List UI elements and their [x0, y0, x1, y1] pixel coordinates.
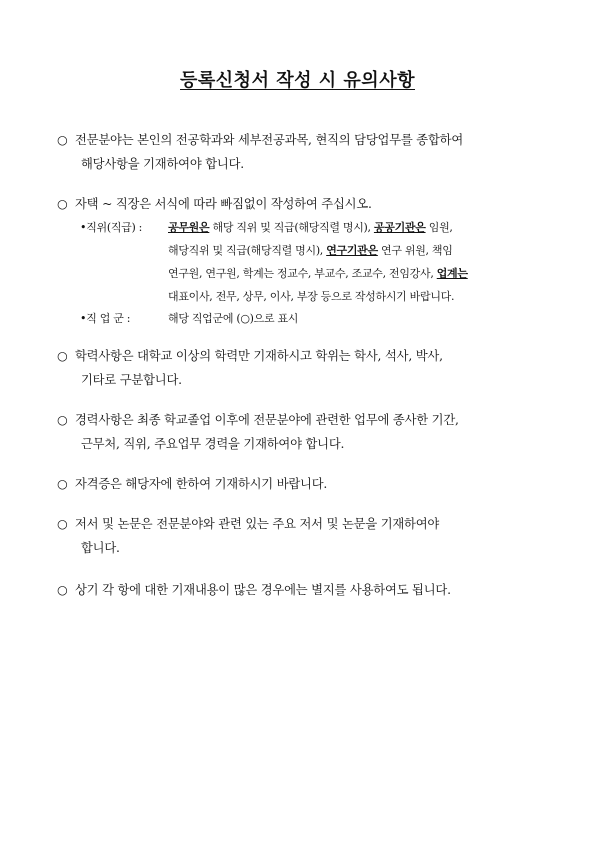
note-address-line1: ○ 자택 ~ 직장은 서식에 따라 빠짐없이 작성하여 주십시오. — [57, 192, 539, 216]
note-career-line1: ○ 경력사항은 최종 학교졸업 이후에 전문분야에 관련한 업무에 종사한 기간, — [57, 408, 539, 432]
job-group-text: 해당 직업군에 (○)으로 표시 — [168, 312, 299, 325]
note-education-line2: 기타로 구분합니다. — [81, 373, 182, 387]
position-line2: 해당직위 및 직급(해당직렬 명시), 연구기관은 연구 위원, 책임 — [168, 244, 453, 257]
emph-civil-servant: 공무원은 — [168, 221, 210, 234]
position-label: •직위(직급) : — [80, 221, 143, 234]
note-career-line2: 근무처, 직위, 주요업무 경력을 기재하여야 합니다. — [81, 437, 345, 451]
position-line4: 대표이사, 전무, 상무, 이사, 부장 등으로 작성하시기 바랍니다. — [168, 290, 455, 303]
note-publications — [57, 512, 539, 560]
dot-bullet-icon: • — [80, 312, 87, 325]
note-separate-sheet-line1: ○ 상기 각 항에 대한 기재내용이 많은 경우에는 별지를 사용하여도 됩니다. — [57, 578, 539, 602]
note-certificate — [57, 472, 539, 496]
note-career — [57, 408, 539, 456]
note-job-group — [80, 307, 540, 330]
note-education-line1: ○ 학력사항은 대학교 이상의 학력만 기재하시고 학위는 학사, 석사, 박사, — [57, 344, 539, 368]
note-certificate-line1: ○ 자격증은 해당자에 한하여 기재하시기 바랍니다. — [57, 472, 539, 496]
circle-bullet-icon: ○ — [57, 583, 68, 597]
note-specialty-line2: 해당사항을 기재하여야 합니다. — [81, 157, 244, 171]
job-group-label: •직 업 군 : — [80, 312, 131, 325]
note-specialty-line1: ○ 전문분야는 본인의 전공학과와 세부전공과목, 현직의 담당업무를 종합하여 — [57, 128, 539, 152]
dot-bullet-icon: • — [80, 221, 87, 234]
circle-bullet-icon: ○ — [57, 197, 68, 211]
note-education — [57, 344, 539, 392]
circle-bullet-icon: ○ — [57, 349, 68, 363]
note-specialty — [57, 128, 539, 176]
circle-bullet-icon: ○ — [57, 413, 68, 427]
position-text — [168, 216, 540, 308]
circle-bullet-icon: ○ — [57, 477, 68, 491]
note-address — [57, 192, 539, 216]
page-title — [0, 66, 595, 92]
position-line1: 공무원은 해당 직위 및 직급(해당직렬 명시), 공공기관은 임원, — [168, 221, 453, 234]
circle-bullet-icon: ○ — [57, 133, 68, 147]
emph-industry: 업계는 — [436, 267, 468, 280]
page-title-text: 등록신청서 작성 시 유의사항 — [180, 70, 415, 91]
note-publications-line1: ○ 저서 및 논문은 전문분야와 관련 있는 주요 저서 및 논문을 기재하여야 — [57, 512, 539, 536]
note-publications-line2: 합니다. — [81, 541, 120, 555]
note-position-block — [80, 216, 540, 308]
circle-bullet-icon: ○ — [57, 517, 68, 531]
note-separate-sheet — [57, 578, 539, 602]
emph-public-institution: 공공기관은 — [373, 221, 426, 234]
emph-research-institution: 연구기관은 — [326, 244, 378, 257]
position-line3: 연구원, 연구원, 학계는 정교수, 부교수, 조교수, 전임강사, 업계는 — [168, 267, 468, 280]
